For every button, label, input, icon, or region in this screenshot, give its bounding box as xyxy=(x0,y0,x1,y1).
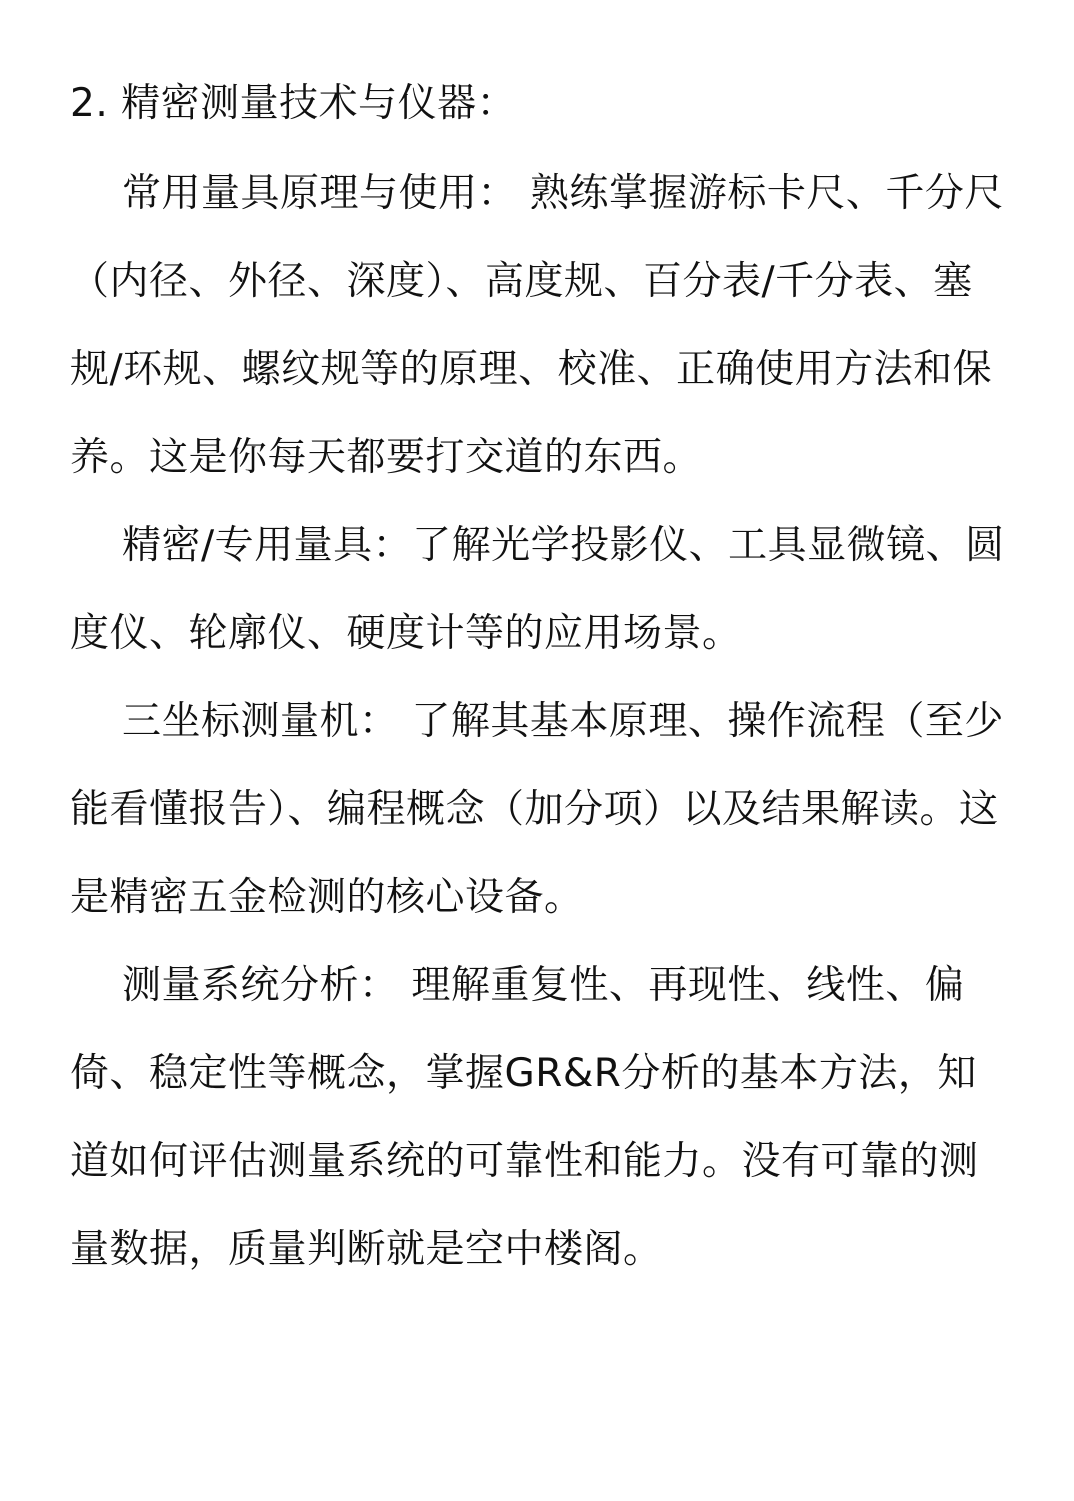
paragraph-measuring-tools: 常用量具原理与使用： 熟练掌握游标卡尺、千分尺（内径、外径、深度）、高度规、百分表/千分表、塞规/环规、螺纹规等的原理、校准、正确使用方法和保养。这是你每天都要打交道的东西。 xyxy=(70,171,1004,480)
paragraph-precision-gauges: 精密/专用量具：了解光学投影仪、工具显微镜、圆度仪、轮廓仪、硬度计等的应用场景。 xyxy=(70,523,1005,656)
section-heading: 2. 精密测量技术与仪器： xyxy=(70,81,517,126)
paragraph-msa: 测量系统分析： 理解重复性、再现性、线性、偏倚、稳定性等概念，掌握GR&R分析的基本方法，知道如何评估测量系统的可靠性和能力。没有可靠的测量数据，质量判断就是空中楼阁。 xyxy=(70,963,979,1272)
paragraph-cmm: 三坐标测量机： 了解其基本原理、操作流程（至少能看懂报告）、编程概念（加分项）以及结果解读。这是精密五金检测的核心设备。 xyxy=(70,699,1004,920)
